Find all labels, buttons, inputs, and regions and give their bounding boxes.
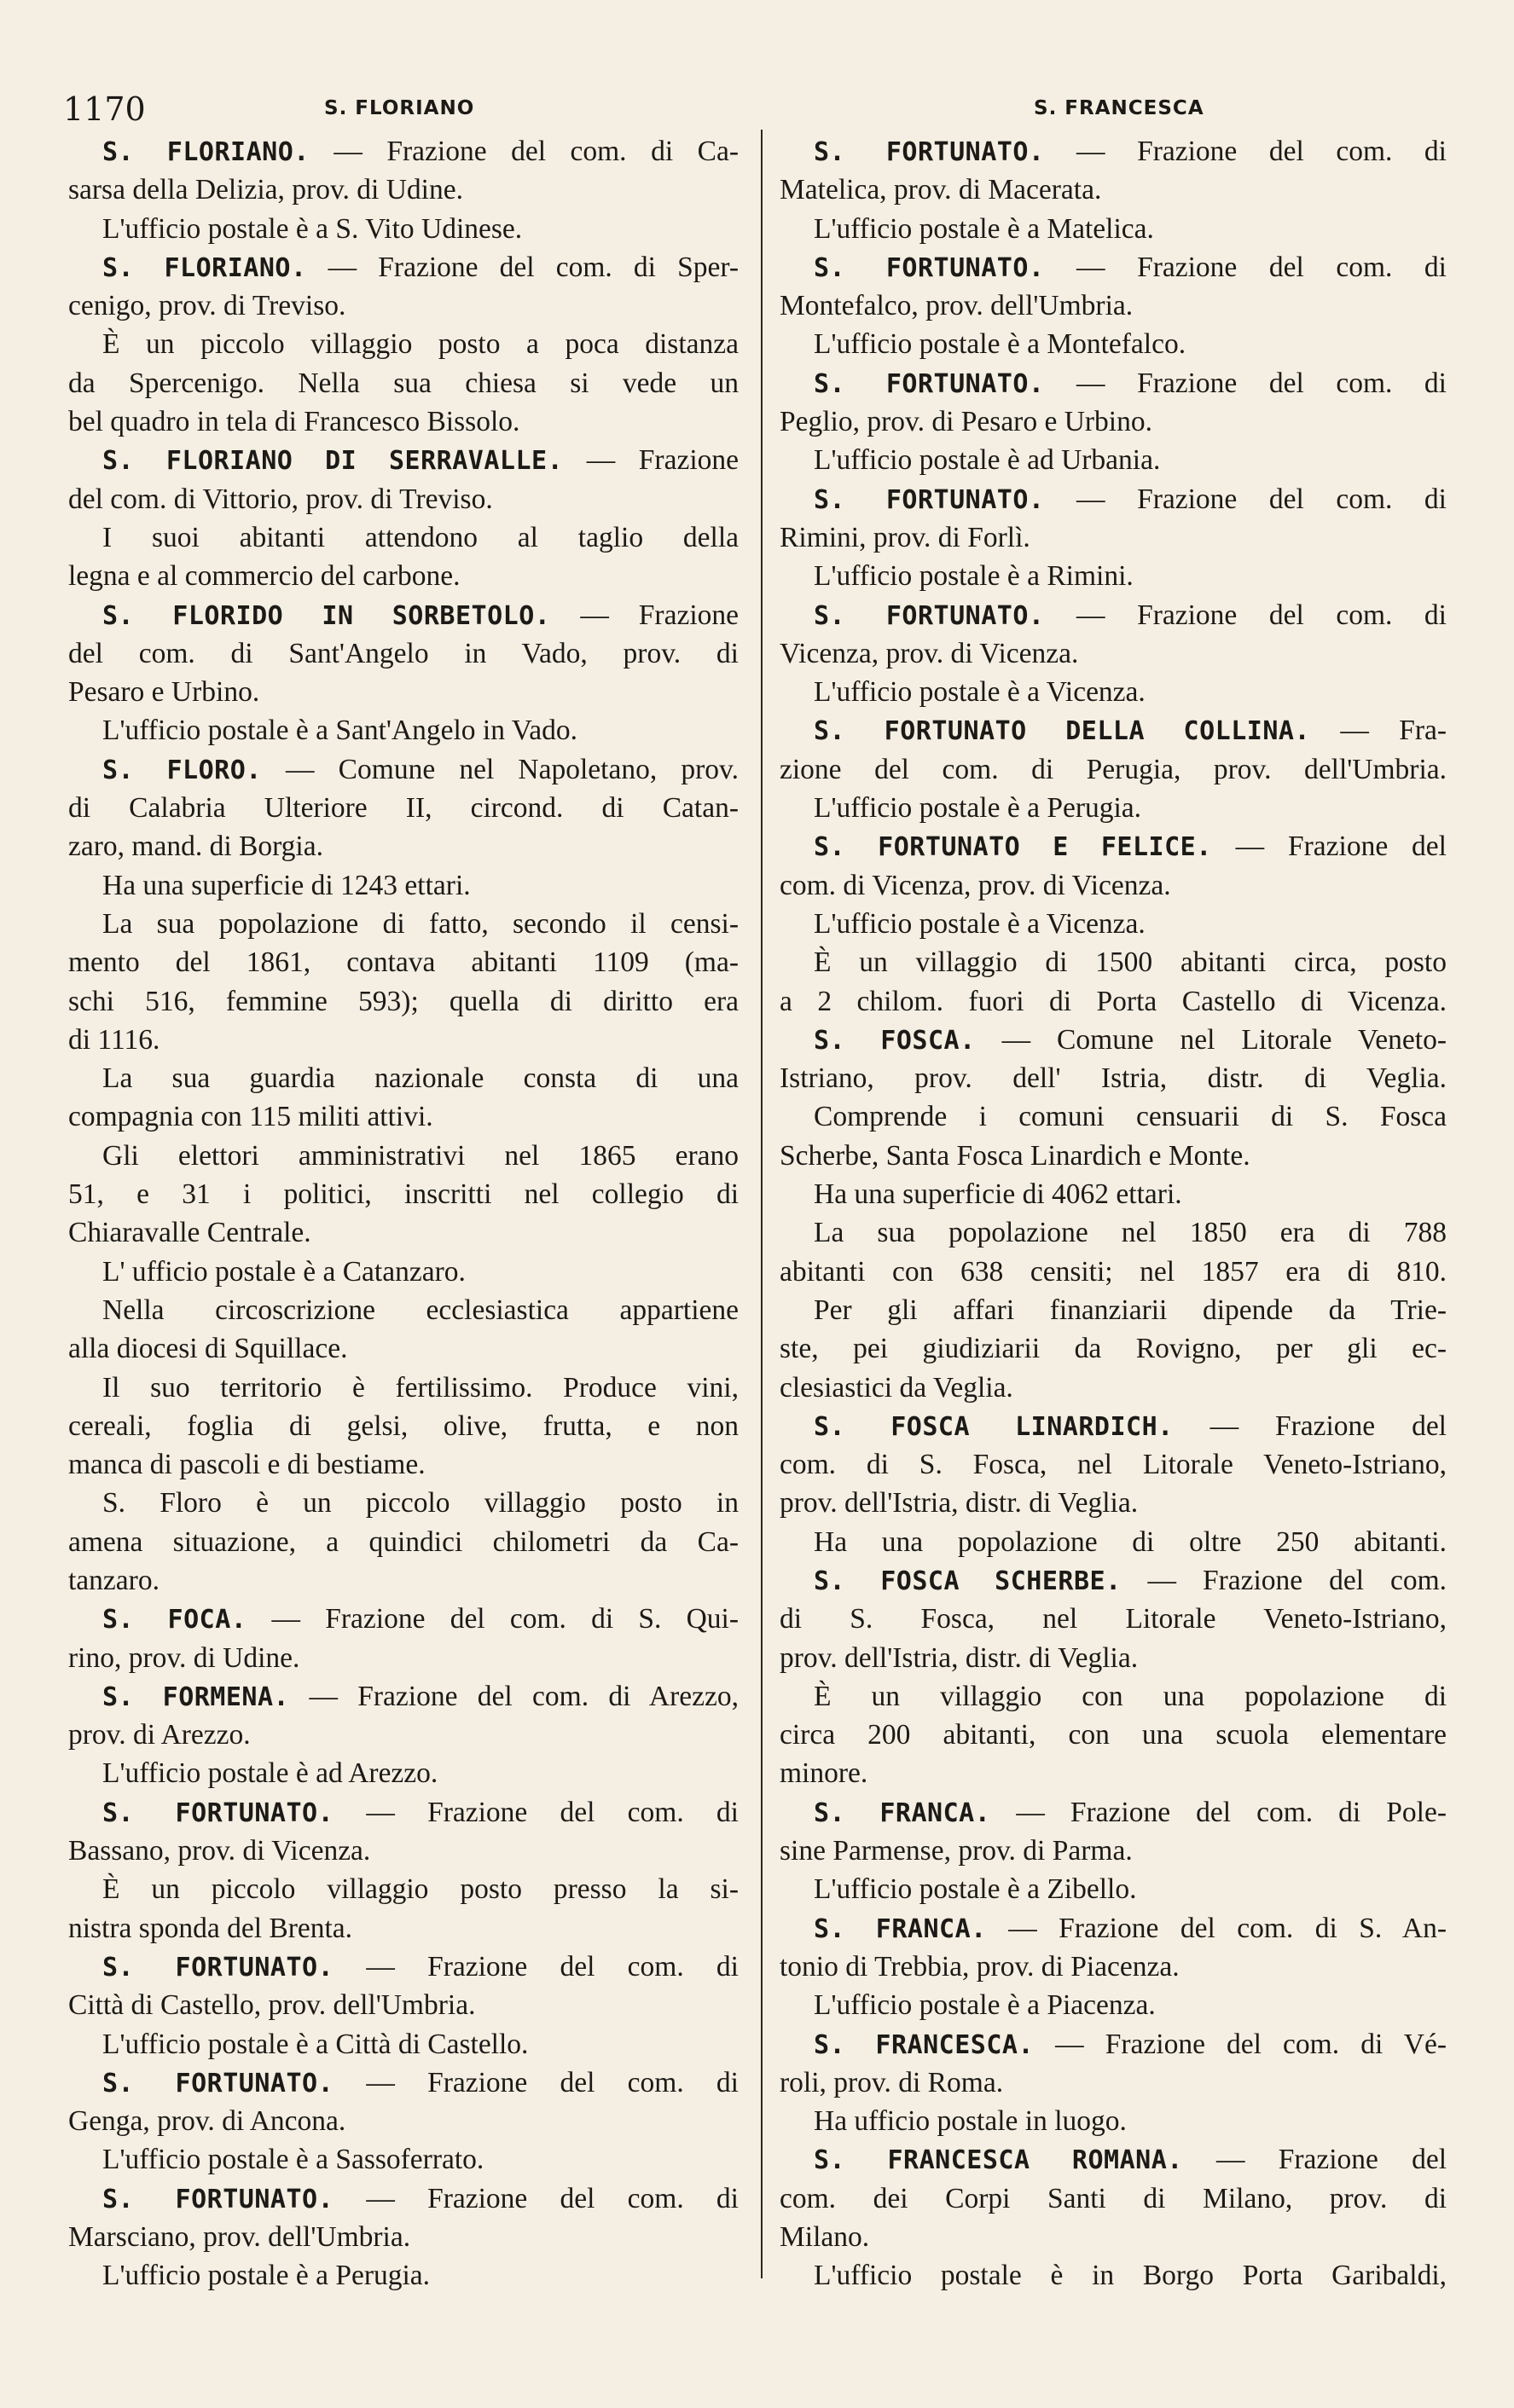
text-line: [780, 1639, 1447, 1677]
line-text: L'ufficio postale è a Vicenza.: [814, 676, 1146, 709]
line-text: Città di Castello, prov. dell'Umbria.: [68, 1989, 476, 2022]
text-line: [68, 1716, 739, 1754]
text-line: [780, 1369, 1447, 1407]
text-line: [68, 402, 739, 441]
text-line: [68, 1407, 739, 1445]
text-line: [780, 2140, 1447, 2179]
line-text: L'ufficio postale è a Zibello.: [814, 1873, 1137, 1906]
line-text: Pesaro e Urbino.: [68, 676, 260, 709]
text-line: [68, 789, 739, 827]
line-text: Istriano, prov. dell' Istria, distr. di Veglia.: [780, 1062, 1447, 1095]
text-line: [68, 1291, 739, 1329]
text-line: [780, 1329, 1447, 1368]
text-line: [780, 1059, 1447, 1097]
line-text: — Frazione del: [1173, 1409, 1447, 1442]
line-text: — Frazione del com. di: [334, 2066, 739, 2098]
column-divider: [761, 130, 763, 2278]
text-line: [780, 1291, 1447, 1329]
text-line: [68, 866, 739, 905]
text-line: [68, 557, 739, 595]
entry-heading: S. FORTUNATO.: [102, 2068, 334, 2098]
text-line: [68, 1369, 739, 1407]
line-text: zione del com. di Perugia, prov. dell'Umbria.: [780, 753, 1447, 785]
text-line: [68, 1870, 739, 1908]
line-text: minore.: [780, 1757, 868, 1790]
line-text: Ha una popolazione di oltre 250 abitanti.: [814, 1525, 1447, 1558]
line-text: legna e al commercio del carbone.: [68, 560, 461, 593]
line-text: — Frazione: [550, 599, 739, 631]
text-line: [780, 325, 1447, 363]
line-text: L'ufficio postale è a Montefalco.: [814, 328, 1186, 361]
text-line: [780, 2179, 1447, 2218]
entry-heading: S. FORTUNATO E FELICE.: [814, 832, 1212, 863]
text-line: [780, 1793, 1447, 1832]
text-line: [68, 480, 739, 518]
line-text: nistra sponda del Brenta.: [68, 1912, 353, 1944]
text-line: [780, 673, 1447, 711]
line-text: di 1116.: [68, 1023, 160, 1056]
line-text: Il suo territorio è fertilissimo. Produce vini,: [102, 1371, 739, 1404]
entry-heading: S. FLORIANO.: [102, 252, 307, 283]
line-text: prov. di Arezzo.: [68, 1719, 251, 1751]
line-text: — Fra-: [1310, 715, 1447, 747]
line-text: abitanti con 638 censiti; nel 1857 era di 810.: [780, 1255, 1447, 1288]
text-line: [68, 132, 739, 171]
text-line: [780, 1716, 1447, 1754]
text-line: [780, 634, 1447, 673]
text-line: [780, 596, 1447, 634]
text-line: [780, 1677, 1447, 1716]
text-line: [780, 1097, 1447, 1136]
text-line: [780, 1870, 1447, 1908]
line-text: del com. di Sant'Angelo in Vado, prov. di: [68, 637, 739, 669]
text-line: [68, 1600, 739, 1638]
entry-heading: S. FORTUNATO.: [814, 600, 1045, 631]
line-text: Vicenza, prov. di Vicenza.: [780, 637, 1079, 669]
line-text: Montefalco, prov. dell'Umbria.: [780, 290, 1134, 322]
line-text: — Frazione del com. di Pole-: [990, 1796, 1447, 1828]
entry-heading: S. FOSCA LINARDICH.: [814, 1411, 1174, 1442]
text-line: [780, 1407, 1447, 1445]
line-text: — Frazione del com.: [1121, 1564, 1447, 1596]
text-line: [780, 1948, 1447, 1986]
text-line: [780, 1137, 1447, 1175]
line-text: L' ufficio postale è a Catanzaro.: [102, 1255, 466, 1288]
line-text: Scherbe, Santa Fosca Linardich e Monte.: [780, 1139, 1250, 1172]
text-line: [780, 1832, 1447, 1870]
line-text: prov. dell'Istria, distr. di Veglia.: [780, 1641, 1139, 1674]
line-text: — Frazione del com. di: [1044, 599, 1447, 631]
line-text: Matelica, prov. di Macerata.: [780, 174, 1102, 206]
text-line: [68, 2256, 739, 2295]
line-text: del com. di Vittorio, prov. di Treviso.: [68, 483, 493, 515]
entry-heading: S. FRANCA.: [814, 1797, 991, 1828]
line-text: L'ufficio postale è a Città di Castello.: [102, 2028, 529, 2060]
text-line: [780, 1986, 1447, 2024]
line-text: manca di pascoli e di bestiame.: [68, 1449, 426, 1481]
text-line: [780, 1484, 1447, 1522]
entry-heading: S. FORTUNATO DELLA COLLINA.: [814, 716, 1311, 747]
line-text: L'ufficio postale è ad Urbania.: [814, 444, 1161, 477]
text-line: [68, 2064, 739, 2102]
line-text: — Frazione del: [1211, 831, 1447, 863]
line-text: — Frazione del com. di: [1044, 367, 1447, 399]
line-text: alla diocesi di Squillace.: [68, 1333, 348, 1365]
line-text: — Frazione del: [1182, 2144, 1447, 2176]
line-text: Ha una superficie di 1243 ettari.: [102, 869, 471, 901]
text-line: [780, 711, 1447, 750]
text-line: [780, 2025, 1447, 2064]
text-line: [68, 1059, 739, 1097]
right-column: [780, 132, 1447, 2295]
line-text: da Spercenigo. Nella sua chiesa si vede un: [68, 367, 739, 399]
line-text: L'ufficio postale è a Perugia.: [102, 2260, 431, 2292]
text-line: [780, 441, 1447, 479]
text-line: [780, 132, 1447, 171]
line-text: Chiaravalle Centrale.: [68, 1217, 311, 1249]
text-line: [68, 1832, 739, 1870]
text-line: [68, 518, 739, 557]
entry-heading: S. FRANCA.: [814, 1913, 987, 1944]
running-head-right: S. FRANCESCA: [1034, 97, 1204, 119]
text-line: [68, 1986, 739, 2024]
text-line: [780, 750, 1447, 789]
entry-heading: S. FLORIANO DI SERRAVALLE.: [102, 446, 564, 477]
line-text: — Frazione del com. di: [1044, 483, 1447, 515]
entry-heading: S. FORTUNATO.: [102, 1952, 334, 1983]
text-line: [68, 2179, 739, 2218]
line-text: compagnia con 115 militi attivi.: [68, 1101, 433, 1133]
text-line: [780, 210, 1447, 248]
line-text: circa 200 abitanti, con una scuola elementare: [780, 1719, 1447, 1751]
line-text: Ha una superficie di 4062 ettari.: [814, 1178, 1182, 1211]
line-text: di S. Fosca, nel Litorale Veneto-Istriano,: [780, 1603, 1447, 1635]
line-text: Ha ufficio postale in luogo.: [814, 2105, 1127, 2138]
line-text: L'ufficio postale è a Perugia.: [814, 792, 1142, 825]
entry-heading: S. FORTUNATO.: [814, 137, 1045, 167]
line-text: I suoi abitanti attendono al taglio della: [102, 521, 739, 553]
line-text: — Frazione del com. di: [334, 1796, 739, 1828]
entry-heading: S. FORTUNATO.: [102, 2184, 334, 2214]
line-text: — Comune nel Napoletano, prov.: [261, 753, 739, 785]
text-line: [780, 789, 1447, 827]
text-line: [68, 248, 739, 287]
line-text: 51, e 31 i politici, inscritti nel collegio di: [68, 1178, 739, 1211]
text-line: [68, 1253, 739, 1291]
line-text: L'ufficio postale è a Piacenza.: [814, 1989, 1156, 2022]
line-text: È un piccolo villaggio posto a poca distanza: [102, 328, 739, 361]
text-line: [68, 171, 739, 209]
entry-heading: S. FLORIANO.: [102, 137, 310, 167]
line-text: — Frazione del com. di Vé-: [1034, 2028, 1447, 2060]
line-text: L'ufficio postale è in Borgo Porta Garibaldi,: [814, 2260, 1447, 2292]
line-text: Gli elettori amministrativi nel 1865 erano: [102, 1139, 739, 1172]
text-line: [68, 982, 739, 1021]
line-text: — Frazione del com. di Arezzo,: [289, 1680, 739, 1712]
line-text: — Frazione del com. di S. An-: [986, 1912, 1447, 1944]
line-text: schi 516, femmine 593); quella di diritto era: [68, 985, 739, 1017]
text-line: [68, 1909, 739, 1948]
text-line: [68, 1948, 739, 1986]
running-head-left: S. FLORIANO: [324, 97, 475, 119]
entry-heading: S. FRANCESCA ROMANA.: [814, 2145, 1183, 2176]
text-line: [68, 2140, 739, 2179]
line-text: L'ufficio postale è a Sant'Angelo in Vado.: [102, 715, 577, 747]
text-line: [68, 1329, 739, 1368]
entry-heading: S. FORTUNATO.: [814, 484, 1045, 515]
entry-heading: S. FORMENA.: [102, 1682, 290, 1712]
line-text: com. di S. Fosca, nel Litorale Veneto-Istriano,: [780, 1449, 1447, 1481]
line-text: — Frazione del com. di: [334, 2182, 739, 2214]
line-text: Peglio, prov. di Pesaro e Urbino.: [780, 406, 1152, 438]
text-line: [780, 557, 1447, 595]
line-text: Comprende i comuni censuarii di S. Fosca: [814, 1101, 1447, 1133]
text-line: [780, 518, 1447, 557]
line-text: L'ufficio postale è a Matelica.: [814, 212, 1154, 245]
text-line: [780, 287, 1447, 325]
entry-heading: S. FRANCESCA.: [814, 2029, 1035, 2060]
text-line: [780, 248, 1447, 287]
text-line: [780, 1754, 1447, 1792]
text-line: [68, 1445, 739, 1484]
text-line: [780, 1021, 1447, 1059]
line-text: a 2 chilom. fuori di Porta Castello di Vicenza.: [780, 985, 1447, 1017]
entry-heading: S. FOSCA SCHERBE.: [814, 1566, 1122, 1596]
text-line: [68, 673, 739, 711]
text-line: [68, 943, 739, 981]
text-line: [780, 905, 1447, 943]
text-line: [68, 1677, 739, 1716]
line-text: L'ufficio postale è a Sassoferrato.: [102, 2144, 484, 2176]
page-header: [0, 92, 1514, 126]
text-line: [68, 2218, 739, 2256]
text-line: [68, 1137, 739, 1175]
line-text: roli, prov. di Roma.: [780, 2066, 1004, 2098]
line-text: È un villaggio con una popolazione di: [814, 1680, 1447, 1712]
text-line: [68, 1793, 739, 1832]
line-text: L'ufficio postale è a Vicenza.: [814, 907, 1146, 940]
text-line: [780, 827, 1447, 865]
entry-heading: S. FLORO.: [102, 755, 262, 785]
line-text: — Frazione del com. di: [1044, 136, 1447, 167]
text-line: [780, 1600, 1447, 1638]
line-text: Milano.: [780, 2221, 870, 2254]
text-line: [780, 171, 1447, 209]
text-line: [68, 711, 739, 750]
line-text: — Comune nel Litorale Veneto-: [975, 1023, 1447, 1056]
text-line: [780, 2064, 1447, 2102]
text-line: [68, 1484, 739, 1522]
line-text: zaro, mand. di Borgia.: [68, 831, 323, 863]
line-text: Per gli affari finanziarii dipende da Trie-: [814, 1294, 1447, 1326]
text-line: [780, 402, 1447, 441]
text-line: [68, 1097, 739, 1136]
line-text: tanzaro.: [68, 1564, 160, 1596]
line-text: bel quadro in tela di Francesco Bissolo.: [68, 406, 520, 438]
text-line: [68, 287, 739, 325]
text-line: [68, 1754, 739, 1792]
line-text: prov. dell'Istria, distr. di Veglia.: [780, 1487, 1139, 1519]
line-text: di Calabria Ulteriore II, circond. di Catan-: [68, 792, 739, 825]
text-line: [68, 1561, 739, 1600]
text-line: [68, 1213, 739, 1252]
text-line: [68, 1523, 739, 1561]
line-text: — Frazione del com. di S. Qui-: [247, 1603, 739, 1635]
line-text: cenigo, prov. di Treviso.: [68, 290, 346, 322]
line-text: È un piccolo villaggio posto presso la si-: [102, 1873, 739, 1906]
line-text: Bassano, prov. di Vicenza.: [68, 1835, 371, 1867]
text-line: [780, 1445, 1447, 1484]
text-line: [68, 1639, 739, 1677]
text-line: [68, 1175, 739, 1213]
line-text: Nella circoscrizione ecclesiastica appartiene: [102, 1294, 739, 1326]
text-line: [68, 827, 739, 865]
line-text: L'ufficio postale è a Rimini.: [814, 560, 1134, 593]
page-number: 1170: [63, 90, 146, 128]
text-line: [68, 441, 739, 479]
entry-heading: S. FOCA.: [102, 1605, 247, 1635]
text-line: [780, 480, 1447, 518]
line-text: S. Floro è un piccolo villaggio posto in: [102, 1487, 739, 1519]
line-text: Marsciano, prov. dell'Umbria.: [68, 2221, 411, 2254]
line-text: mento del 1861, contava abitanti 1109 (ma-: [68, 946, 739, 979]
entry-heading: S. FOSCA.: [814, 1025, 976, 1056]
line-text: cereali, foglia di gelsi, olive, frutta, e non: [68, 1409, 739, 1442]
line-text: tonio di Trebbia, prov. di Piacenza.: [780, 1950, 1180, 1983]
text-line: [68, 1021, 739, 1059]
line-text: La sua popolazione di fatto, secondo il censi-: [102, 907, 739, 940]
text-line: [68, 2102, 739, 2140]
text-line: [68, 210, 739, 248]
text-line: [68, 750, 739, 789]
entry-heading: S. FLORIDO IN SORBETOLO.: [102, 600, 551, 631]
text-line: [780, 1213, 1447, 1252]
line-text: La sua popolazione nel 1850 era di 788: [814, 1217, 1447, 1249]
line-text: sarsa della Delizia, prov. di Udine.: [68, 174, 463, 206]
text-line: [780, 1253, 1447, 1291]
line-text: amena situazione, a quindici chilometri da Ca-: [68, 1525, 739, 1558]
line-text: com. dei Corpi Santi di Milano, prov. di: [780, 2182, 1447, 2214]
text-line: [780, 866, 1447, 905]
line-text: Genga, prov. di Ancona.: [68, 2105, 346, 2138]
line-text: Rimini, prov. di Forlì.: [780, 521, 1030, 553]
text-line: [780, 364, 1447, 402]
line-text: rino, prov. di Udine.: [68, 1641, 300, 1674]
text-line: [780, 2218, 1447, 2256]
text-line: [780, 1523, 1447, 1561]
line-text: — Frazione del com. di Ca-: [309, 136, 739, 167]
text-line: [780, 982, 1447, 1021]
line-text: È un villaggio di 1500 abitanti circa, posto: [814, 946, 1447, 979]
line-text: — Frazione: [563, 444, 739, 477]
text-line: [68, 2025, 739, 2064]
text-line: [780, 1909, 1447, 1948]
line-text: sine Parmense, prov. di Parma.: [780, 1835, 1133, 1867]
line-text: clesiastici da Veglia.: [780, 1371, 1013, 1404]
text-line: [780, 2256, 1447, 2295]
text-line: [68, 596, 739, 634]
line-text: ste, pei giudiziarii da Rovigno, per gli ec-: [780, 1333, 1447, 1365]
line-text: — Frazione del com. di: [1044, 251, 1447, 283]
line-text: — Frazione del com. di: [334, 1950, 739, 1983]
text-line: [780, 1175, 1447, 1213]
line-text: — Frazione del com. di Sper-: [306, 251, 739, 283]
line-text: La sua guardia nazionale consta di una: [102, 1062, 739, 1095]
entry-heading: S. FORTUNATO.: [814, 368, 1045, 399]
text-line: [68, 905, 739, 943]
line-text: com. di Vicenza, prov. di Vicenza.: [780, 869, 1171, 901]
left-column: [68, 132, 739, 2295]
text-line: [780, 2102, 1447, 2140]
text-line: [68, 634, 739, 673]
text-line: [780, 943, 1447, 981]
text-line: [68, 364, 739, 402]
entry-heading: S. FORTUNATO.: [814, 252, 1045, 283]
text-line: [68, 325, 739, 363]
line-text: L'ufficio postale è a S. Vito Udinese.: [102, 212, 523, 245]
entry-heading: S. FORTUNATO.: [102, 1797, 334, 1828]
text-line: [780, 1561, 1447, 1600]
line-text: L'ufficio postale è ad Arezzo.: [102, 1757, 438, 1790]
